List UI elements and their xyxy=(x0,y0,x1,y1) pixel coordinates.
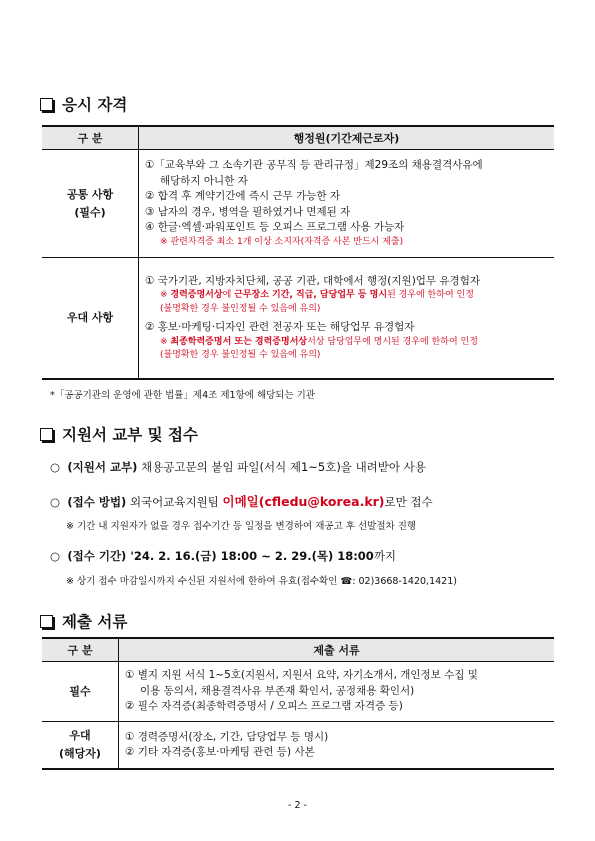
section-title: 지원서 교부 및 접수 xyxy=(62,426,198,444)
label-text: (해당자) xyxy=(59,747,101,760)
note-text-part: 된 경우에 한하여 인정 xyxy=(387,290,474,300)
required-documents xyxy=(119,662,555,722)
table-header-category: 구 분 xyxy=(42,638,119,662)
page-number: - 2 - xyxy=(288,800,307,811)
note-text: ※ 관련자격증 최소 1개 이상 소지자(자격증 사본 반드시 제출) xyxy=(160,236,404,247)
email-highlight: 이메일(cfledu@korea.kr) xyxy=(222,494,385,509)
item-label: (접수 기간) xyxy=(67,549,127,563)
item-text: 외국어교육지원팀 xyxy=(126,495,223,509)
application-item-method xyxy=(50,492,433,510)
list-item: ① 국가기관, 지방자치단체, 공공 기관, 대학에서 행정(지원)업무 유경험자 xyxy=(145,274,480,287)
note-text: (불명확한 경우 불인정될 수 있음에 유의) xyxy=(160,350,321,360)
label-text: 공통 사항 xyxy=(66,187,114,201)
note-text-part: 서상 담당업무에 명시된 경우에 한하여 인정 xyxy=(307,336,478,347)
list-item-continuation: 이용 동의서, 채용결격사유 부존재 확인서, 공정채용 확인서) xyxy=(140,684,415,697)
label-text: (필수) xyxy=(74,205,106,219)
table-header-documents: 제출 서류 xyxy=(119,638,555,662)
preferred-requirements xyxy=(139,258,555,380)
item-label: (지원서 교부) xyxy=(67,460,138,474)
footnote: *「공공기관의 운영에 관한 법률」제4조 제1항에 해당되는 기관 xyxy=(50,390,316,401)
documents-table xyxy=(42,637,554,770)
checkbox-square-icon xyxy=(40,428,53,441)
note-emphasis: 최종학력증명서 또는 경력증명서상 xyxy=(170,336,308,347)
row-label-preferred: 우대 사항 xyxy=(42,258,139,380)
list-item: ② 홍보·마케팅·디자인 관련 전공자 또는 해당업무 유경험자 xyxy=(145,321,415,333)
item-text: 로만 접수 xyxy=(384,495,433,509)
section-title: 제출 서류 xyxy=(62,613,128,631)
item-label: (접수 방법) xyxy=(67,495,127,509)
list-item-continuation: 해당하지 아니한 자 xyxy=(160,174,248,187)
note-text xyxy=(145,289,554,303)
row-label-preferred xyxy=(42,722,119,770)
period-note: ※ 상기 접수 마감일시까지 수신된 지원서에 한하여 유효(접수확인 ☎: 02)3668-1420,1421) xyxy=(66,576,457,587)
method-note: ※ 기간 내 지원자가 없을 경우 접수기간 등 일정을 변경하여 재공고 후 선발절차 진행 xyxy=(66,521,417,532)
list-item: ② 기타 자격증(홍보·마케팅 관련 등) 사본 xyxy=(125,746,315,758)
note-emphasis: 근무장소 기간, 직급, 담당업무 등 명시 xyxy=(234,290,388,300)
table-header-category: 구 분 xyxy=(42,126,139,150)
preferred-documents xyxy=(119,722,555,770)
list-item: ① 경력증명서(장소, 기간, 담당업무 등 명시) xyxy=(125,730,329,743)
qualifications-table xyxy=(42,125,554,380)
note-text xyxy=(145,336,554,350)
table-header-position: 행정원(기간제근로자) xyxy=(139,126,555,150)
section-heading-application xyxy=(40,423,198,445)
circle-bullet-icon: ○ xyxy=(50,495,68,509)
circle-bullet-icon: ○ xyxy=(50,549,68,563)
item-text: 채용공고문의 붙임 파일(서식 제1~5호)을 내려받아 사용 xyxy=(137,460,426,474)
section-heading-documents xyxy=(40,610,127,632)
list-item: ② 합격 후 계약기간에 즉시 근무 가능한 자 xyxy=(145,190,341,202)
list-item: ④ 한글·엑셀·파워포인트 등 오피스 프로그램 사용 가능자 xyxy=(145,221,405,233)
list-item: ①「교육부와 그 소속기관 공무직 등 관리규정」제29조의 채용결격사유에 xyxy=(145,159,483,171)
section-title: 응시 자격 xyxy=(62,96,128,114)
section-heading-qualifications xyxy=(40,93,127,115)
period-dates: '24. 2. 16.(금) 18:00 ~ 2. 29.(목) 18:00 xyxy=(126,549,374,563)
list-item: ② 필수 자격증(최종학력증명서 / 오피스 프로그램 자격증 등) xyxy=(125,700,403,713)
note-mark: ※ xyxy=(160,290,171,300)
note-text: (불명확한 경우 불인정될 수 있음에 유의) xyxy=(160,303,321,314)
application-item-distribution xyxy=(50,459,426,475)
list-item: ③ 남자의 경우, 병역을 필하였거나 면제된 자 xyxy=(145,205,351,218)
checkbox-square-icon xyxy=(40,615,53,628)
row-label-common xyxy=(42,150,139,258)
note-mark: ※ xyxy=(160,336,171,347)
note-text-part: 에 xyxy=(222,290,235,300)
note-emphasis: 경력증명서상 xyxy=(170,290,223,300)
common-requirements xyxy=(139,150,555,258)
row-label-required: 필수 xyxy=(42,662,119,722)
circle-bullet-icon: ○ xyxy=(50,460,68,474)
list-item: ① 별지 지원 서식 1~5호(지원서, 지원서 요약, 자기소개서, 개인정보 수집 및 xyxy=(125,669,478,682)
application-item-period xyxy=(50,548,396,564)
checkbox-square-icon xyxy=(40,98,53,111)
label-text: 우대 xyxy=(69,729,91,742)
item-text: 까지 xyxy=(373,549,397,563)
